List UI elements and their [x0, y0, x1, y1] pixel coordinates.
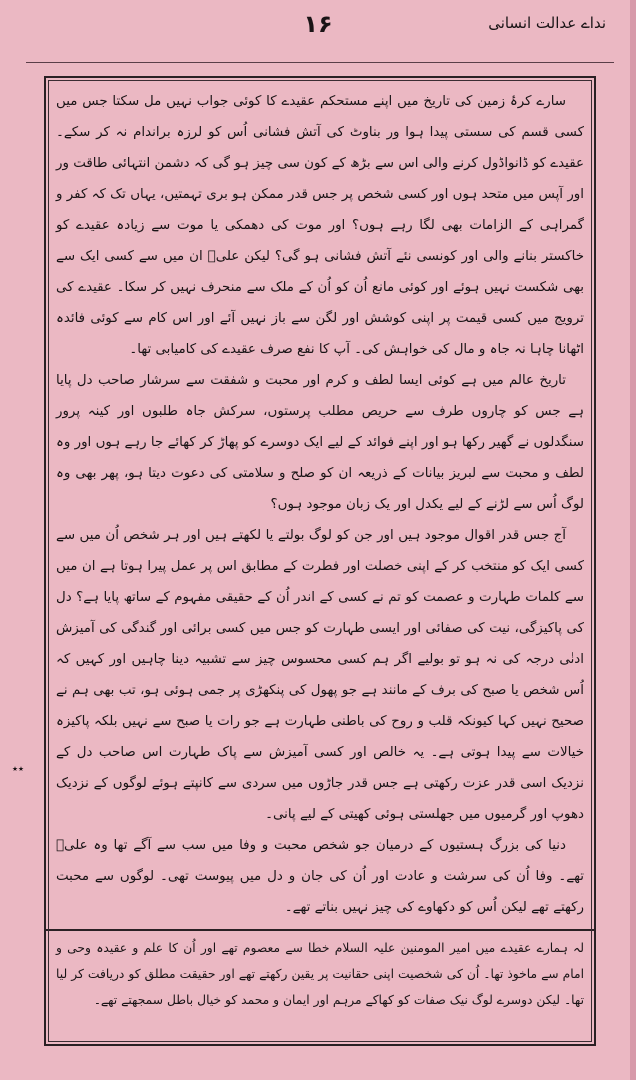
margin-mark: ٭٭	[12, 762, 24, 775]
footnote: لہ ہمارے عقیدے میں امیر المومنین علیہ السلام خطا سے معصوم تھے اور اُن کا علم و عقیدہ وحی و امام سے ماخوذ تھا۔ اُن کی شخصیت اپنی حقانیت پر یقین رکھتے تھے اور حقیقت مطلق کو دریافت کر لیا تھا۔ لیکن دوسرے لوگ نیک صفات کو کھاکے مرہم اور ایمان و محمد کو خیال باطل سمجھتے تھے۔	[56, 941, 584, 1007]
page-edge-shadow	[630, 0, 636, 1080]
footnote-divider	[46, 929, 594, 931]
main-text	[56, 86, 584, 923]
paragraph-1: سارے کرۂ زمین کی تاریخ میں اپنے مستحکم عقیدے کا کوئی جواب نہیں مل سکتا جس میں کسی قسم کی سستی پیدا ہوا ور بناوٹ کی آتش فشانی اُس کو لرزہ براندام نہ کر سکے۔ عقیدے کو ڈانواڈول کرنے والی اس سے بڑھ کے کون سی چیز ہو گی کہ دشمن انتہائی طاقت ور اور آپس میں متحد ہوں اور کسی شخص پر جس قدر ممکن ہو بری تہمتیں، یہاں تک کہ کفر و گمراہی کے الزامات بھی لگا رہے ہوں؟ اور موت کی دھمکی یا موت سے زیادہ عقیدے کو خاکستر بنانے والی اور کونسی نئے آتش فشانی ہو گی؟ لیکن علیؑ ان میں سے کسی ایک سے بھی شکست نہیں ہوئے اور کوئی مانع اُن کو اُن کے ملک سے منحرف نہیں کر سکا۔ عقیدے کی ترویج میں کسی قیمت پر اپنی کوشش اور لگن سے باز نہیں آئے اور اس کام سے کوئی فائدہ اٹھانا چاہا نہ جاہ و مال کی خواہش کی۔ آپ کا نفع صرف عقیدے کی کامیابی تھا۔	[56, 94, 584, 357]
paragraph-2: تاریخ عالم میں ہے کوئی ایسا لطف و کرم اور محبت و شفقت سے سرشار صاحب دل پایا ہے جس کو چاروں طرف سے حریص مطلب پرستوں، سرکش جاہ طلبوں اور کینہ پرور سنگدلوں نے گھیر رکھا ہو اور اپنے فوائد کے لیے ایک دوسرے کو پھاڑ کر کھائے جا رہے ہوں اور وہ لطف و محبت سے لبریز بیانات کے ذریعہ ان کو صلح و سلامتی کی دعوت دیتا ہو، پھر بھی وہ لوگ اُس سے لڑنے کے لیے یکدل اور یک زبان موجود ہوں؟	[56, 373, 584, 512]
header-rule	[26, 62, 614, 63]
paragraph-3: آج جس قدر اقوال موجود ہیں اور جن کو لوگ بولتے یا لکھتے ہیں اور ہر شخص اُن میں سے کسی ایک کو منتخب کر کے اپنی خصلت اور فطرت کے مطابق اس پر عمل پیرا ہوتا ہے ان میں سے کلمات طہارت و عصمت کو تم نے کسی کے اندر اُن کے حقیقی مفہوم کے ساتھ پایا ہے؟ دل کی پاکیزگی، نیت کی صفائی اور ایسی طہارت کو جس میں کسی برائی اور گندگی کی آمیزش ادنٰی درجہ کی نہ ہو تو بولیے اگر ہم کسی محسوس چیز سے تشبیہ دینا چاہیں اور کہیں کہ اُس شخص یا صبح کی برف کے مانند ہے جو پھول کی پنکھڑی پر جمی ہوئی ہو، تب بھی ہم نے صحیح نہیں کہا کیونکہ قلب و روح کی باطنی طہارت ہے جو رات یا صبح سے نہیں بلکہ پاکیزہ خیالات سے پیدا ہوتی ہے۔ یہ خالص اور کسی آمیزش سے پاک طہارت اس صاحب دل کے نزدیک اسی قدر عزت رکھتی ہے جس قدر جاڑوں میں سردی سے کانپتے ہوئے لوگوں کے نزدیک دھوپ اور گرمیوں میں جھلستی ہوئی کھیتی کے لیے پانی۔	[56, 528, 584, 822]
page-number: ۱۶	[303, 10, 333, 38]
running-header-title: نداے عدالت انسانی	[488, 14, 606, 32]
text-frame	[44, 76, 596, 1046]
paragraph-4: دنیا کی بزرگ ہستیوں کے درمیان جو شخص محبت و وفا میں سب سے آگے تھا وہ علیؑ تھے۔ وفا اُن کی سرشت و عادت اور اُن کی جان و دل میں پیوست تھی۔ لوگوں سے محبت رکھتے تھے لیکن اُس کو دکھاوے کی چیز نہیں بناتے تھے۔	[56, 838, 584, 915]
